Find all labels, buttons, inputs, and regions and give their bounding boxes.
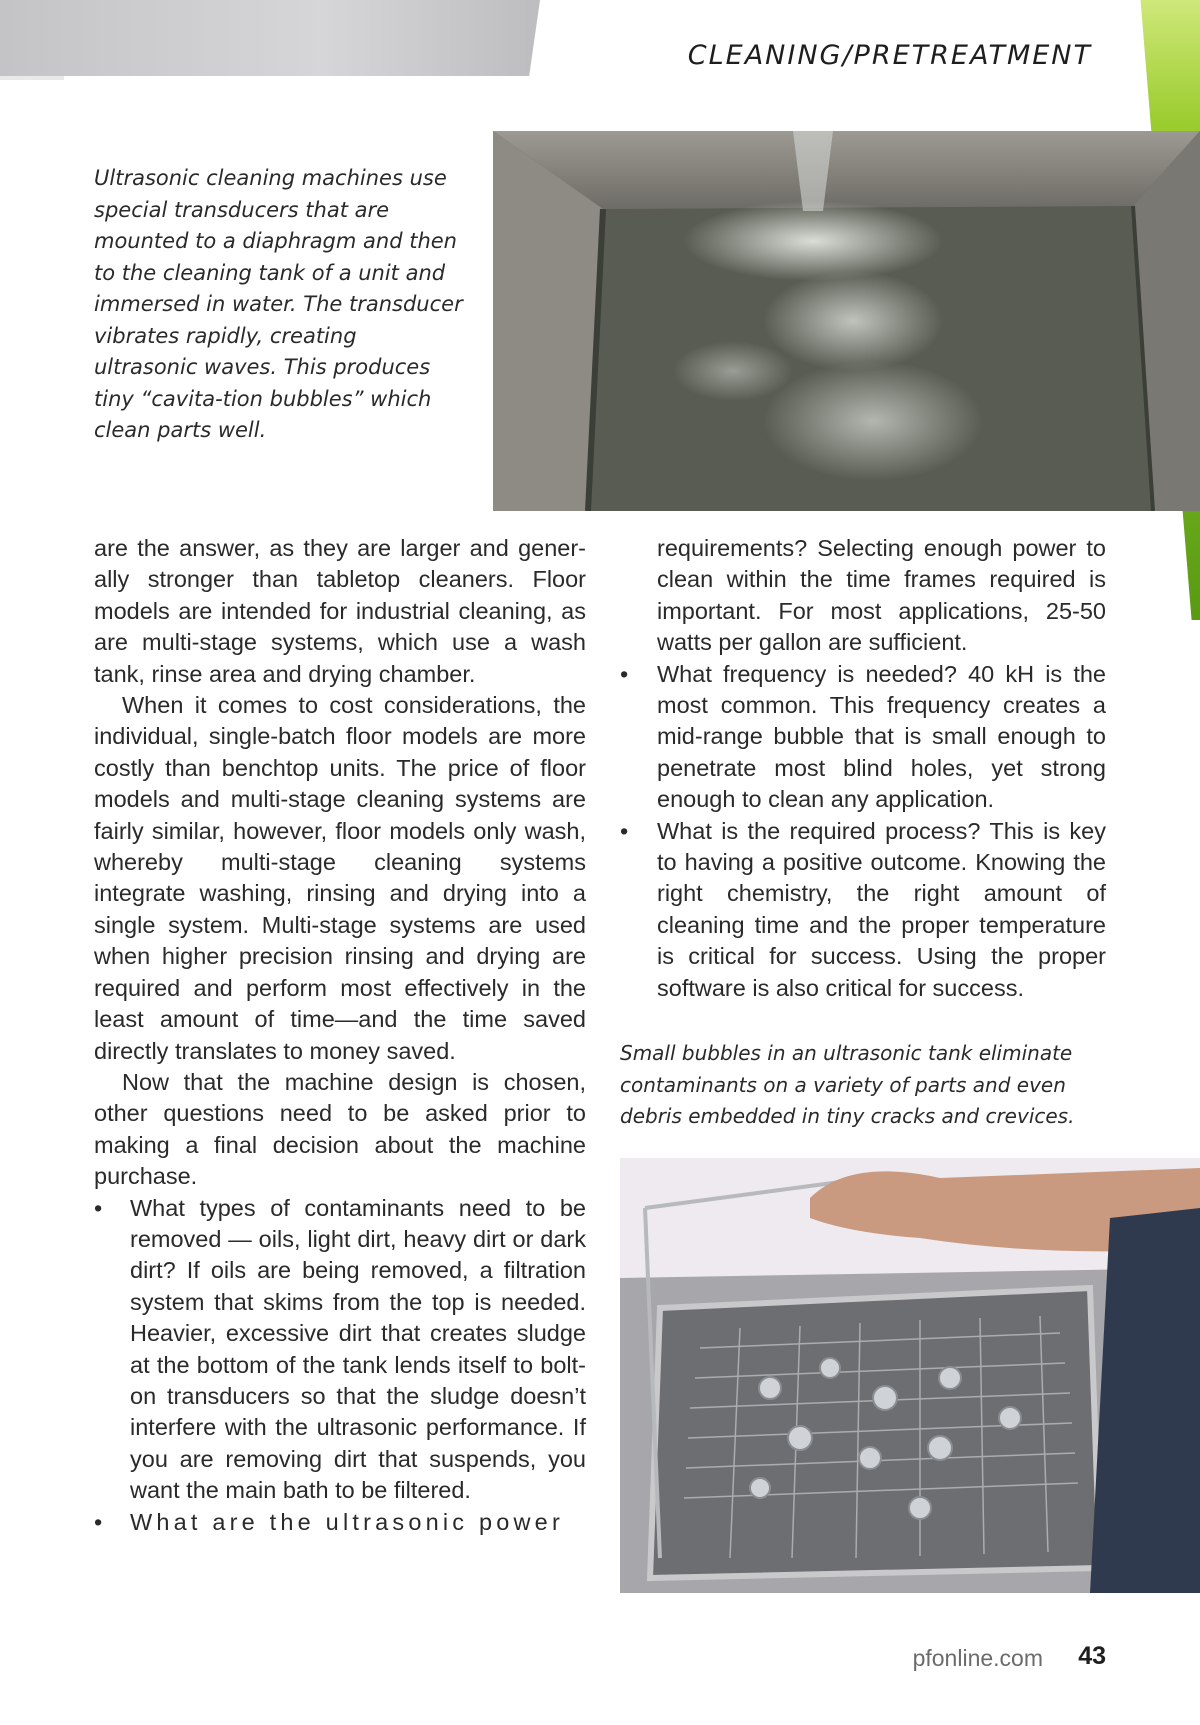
bullet-list — [94, 1193, 586, 1538]
bullet-marker: • — [620, 817, 629, 844]
bullet-marker: • — [620, 660, 629, 687]
parts-basket-illustration — [620, 1158, 1200, 1593]
list-item-text: What frequency is needed? 40 kH is the most common. This frequency creates a mid-range bubble that is small enough to penetrate most blind holes, yet strong enough to clean any application. — [657, 660, 1106, 813]
right-text-column — [620, 533, 1106, 1004]
list-item — [620, 816, 1106, 1004]
bullet-list — [620, 533, 1106, 1004]
ultrasonic-tank-illustration — [493, 131, 1200, 511]
list-item — [620, 659, 1106, 816]
header-bar — [0, 0, 540, 76]
ultrasonic-tank-photo — [493, 131, 1200, 511]
top-photo-caption: Ultrasonic cleaning machines use special transducers that are mounted to a diaphragm and then to the cleaning tank of a unit and immersed in water. The transducer vibrates rapidly, creating ultrasonic waves. This produces tiny “cavita-tion bubbles” which clean parts well. — [94, 166, 463, 442]
parts-basket-photo — [620, 1158, 1200, 1593]
paragraph: When it comes to cost considerations, the individual, single-batch floor models are more costly than benchtop units. The price of floor models and multi-stage cleaning systems are fairly similar, however, floor models only wash, whereby multi-stage cleaning systems integrate washing, rinsing and drying into a single system. Multi-stage systems are used when higher precision rinsing and drying are required and perform most effectively in the least amount of time—and the time saved directly translates to money saved. — [94, 692, 586, 1064]
section-title: CLEANING/PRETREATMENT — [687, 40, 1092, 71]
paragraph: are the answer, as they are larger and gener-ally stronger than tabletop cleaners. Floor models are intended for industrial cleaning, as are multi-stage systems, which use a wash tank, rinse area and drying chamber. — [94, 535, 586, 687]
bullet-marker: • — [94, 1508, 107, 1535]
list-item — [620, 533, 1106, 659]
page-number: 43 — [1078, 1642, 1106, 1670]
paragraph: Now that the machine design is chosen, other questions need to be asked prior to making a final decision about the machine purchase. — [94, 1068, 586, 1190]
header-strip — [0, 76, 64, 80]
list-item — [94, 1193, 586, 1507]
list-item — [94, 1507, 586, 1538]
list-item-text: What types of contaminants need to be removed — oils, light dirt, heavy dirt or dark dirt? If oils are being removed, a filtration system that skims from the top is needed. Heavier, excessive dirt that creates sludge at the bottom of the tank lends itself to bolt-on transducers so that the sludge doesn’t interfere with the ultrasonic performance. If you are removing dirt that suspends, you want the main bath to be filtered. — [130, 1194, 586, 1504]
list-item-text: What is the required process? This is key to having a positive outcome. Knowing the right chemistry, the right amount of cleaning time and the proper temperature is critical for success. Using the proper software is also critical for success. — [657, 817, 1106, 1001]
list-item-text: requirements? Selecting enough power to clean within the time frames required is important. For most applications, 25-50 watts per gallon are sufficient. — [657, 535, 1106, 656]
bullet-marker: • — [94, 1194, 103, 1221]
bottom-photo-caption: Small bubbles in an ultrasonic tank eliminate contaminants on a variety of parts and even debris embedded in tiny cracks and crevices. — [620, 1041, 1075, 1128]
left-text-column — [94, 533, 586, 1538]
footer-website: pfonline.com — [912, 1645, 1043, 1671]
list-item-text: What are the ultrasonic power — [130, 1508, 564, 1535]
